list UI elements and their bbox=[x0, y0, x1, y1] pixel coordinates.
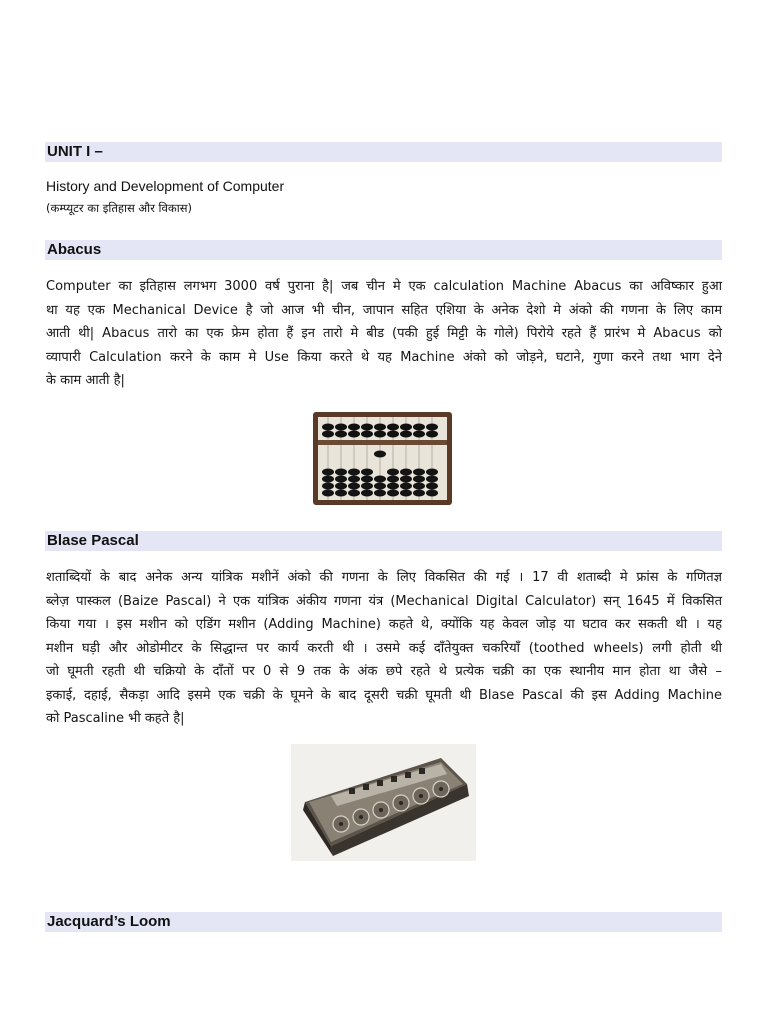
pascal-line: किया गया । इस मशीन को एडिंग मशीन (Adding Machine) कहते थे, क्योंकि यह केवल जोड़ या घटाव कर सकती थी । यह bbox=[46, 617, 722, 632]
subtitle-hindi: (कम्प्यूटर का इतिहास और विकास) bbox=[46, 201, 192, 215]
abacus-line: आती थी| Abacus तारो का एक फ्रेम होता हैं इन तारो मे बीड (पकी हुई मिट्टी के गोले) पिरोये रहते हैं प्रारंभ मे Abacus को bbox=[46, 326, 722, 341]
pascal-line: शताब्दियों के बाद अनेक अन्य यांत्रिक मशीनें अंको की गणना के लिए विकसित की गई । 17 वी शताब्दी मे फ्रांस के गणितज्ञ bbox=[46, 570, 722, 585]
subtitle: History and Development of Computer bbox=[46, 178, 285, 194]
abacus-paragraph bbox=[46, 275, 722, 393]
abacus-line: व्यापारी Calculation करने के काम मे Use किया करते थे यह Machine अंको को जोड़ने, घटाने, गुणा करने तथा भाग देने bbox=[46, 349, 722, 365]
section-heading-abacus: Abacus bbox=[45, 240, 722, 260]
pascal-line: इकाई, दहाई, सैकड़ा आदि इसमे एक चक्री के घूमने के बाद दूसरी चक्री घूमती थी Blase Pascal की इस Adding Machine bbox=[46, 687, 722, 703]
pascal-line: को Pascaline भी कहते है| bbox=[46, 711, 185, 726]
pascal-line: मशीन घड़ी और ओडोमीटर के सिद्धान्त पर कार्य करती थी । उसमे कई दाँतेयुक्त चकरियाँ (toothed wheels) लगी होती थी bbox=[46, 640, 722, 656]
section-heading-pascal: Blase Pascal bbox=[45, 531, 722, 551]
section-heading-jacquard: Jacquard’s Loom bbox=[45, 912, 722, 932]
pascal-line: जो घूमती रहती थी चक्रियो के दाँतों पर 0 से 9 तक के अंक छपे रहते थे प्रत्येक चक्री का एक स्थानीय मान होता था जैसे – bbox=[46, 664, 722, 679]
pascal-paragraph bbox=[46, 566, 722, 731]
pascaline-image bbox=[291, 744, 476, 861]
abacus-image bbox=[311, 410, 454, 507]
abacus-line: था यह एक Mechanical Device है जो आज भी चीन, जापान सहित एशिया के अनेक देशो मे अंको की गणना के लिए काम bbox=[46, 302, 722, 318]
abacus-line: के काम आती है| bbox=[46, 373, 125, 388]
abacus-line: Computer का इतिहास लगभग 3000 वर्ष पुराना है| जब चीन मे एक calculation Machine Abacus का अविष्कार हुआ bbox=[46, 279, 722, 294]
pascal-line: ब्लेज़ पास्कल (Baize Pascal) ने एक यांत्रिक अंकीय गणना यंत्र (Mechanical Digital Calculator) सन् 1645 में विकसित bbox=[46, 593, 722, 609]
unit-heading: UNIT I – bbox=[45, 142, 722, 162]
